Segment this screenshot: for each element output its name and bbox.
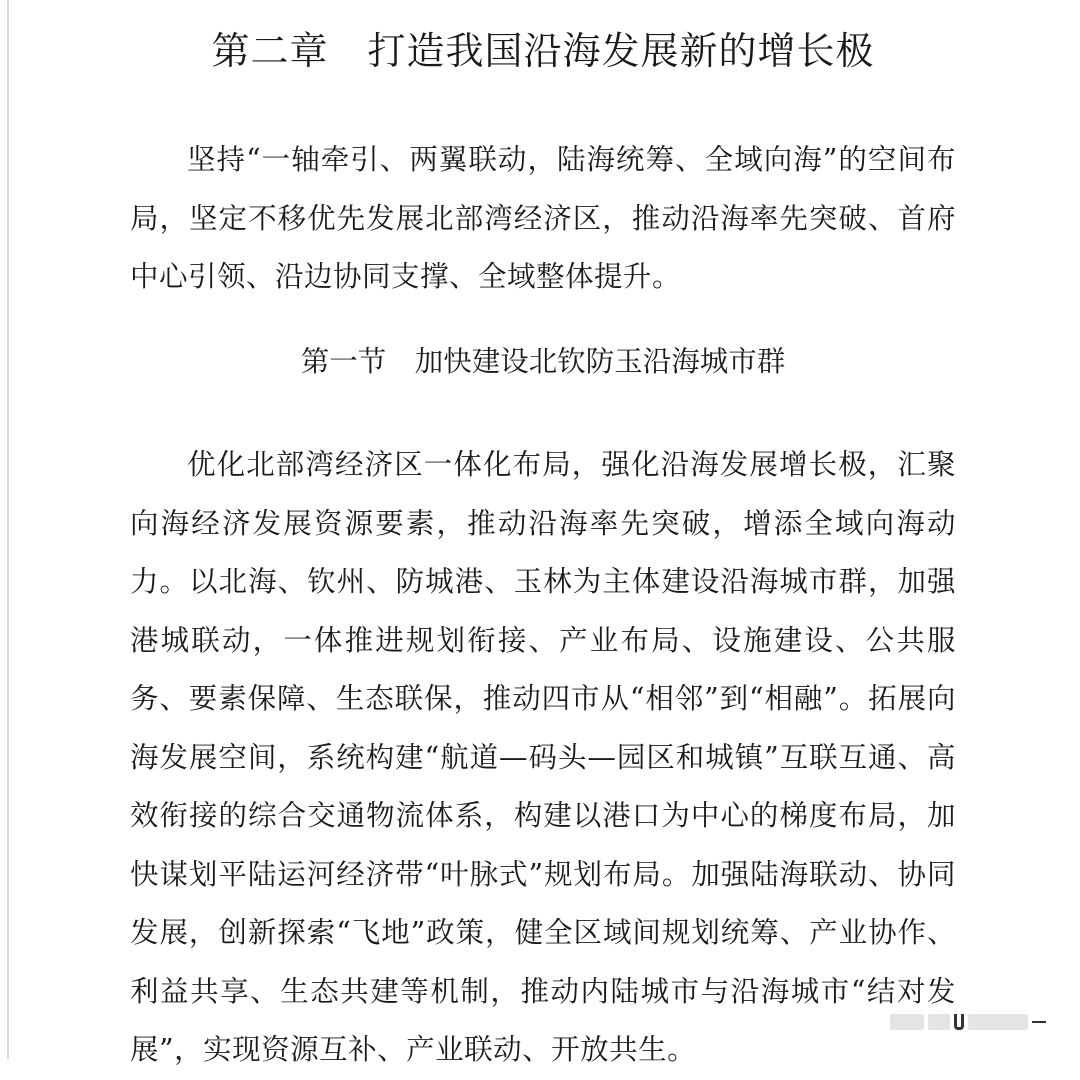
watermark-dash-icon	[1032, 1021, 1046, 1023]
body-paragraph: 优化北部湾经济区一体化布局，强化沿海发展增长极，汇聚向海经济发展资源要素，推动沿海率先突破，增添全域向海动力。以北海、钦州、防城港、玉林为主体建设沿海城市群，加强港城联动，一体推进规划衔接、产业布局、设施建设、公共服务、要素保障、生态联保，推动四市从“相邻”到“相融”。拓展向海发展空间，系统构建“航道—码头—园区和城镇”互联互通、高效衔接的综合交通物流体系，构建以港口为中心的梯度布局，加快谋划平陆运河经济带“叶脉式”规划布局。加强陆海联动、协同发展，创新探索“飞地”政策，健全区域间规划统筹、产业协作、利益共享、生态共建等机制，推动内陆城市与沿海城市“结对发展”，实现资源互补、产业联动、开放共生。	[130, 448, 956, 1066]
watermark-mark-icon	[954, 1014, 964, 1030]
intro-paragraph: 坚持“一轴牵引、两翼联动，陆海统筹、全域向海”的空间布局，坚定不移优先发展北部湾经济区，推动沿海率先突破、首府中心引领、沿边协同支撑、全域整体提升。	[130, 143, 956, 293]
chapter-title: 第二章 打造我国沿海发展新的增长极	[211, 29, 875, 73]
watermark-logo	[846, 1011, 1046, 1033]
watermark-blur-block	[968, 1014, 1028, 1030]
watermark-blur-block	[890, 1014, 924, 1030]
watermark-blur-block	[928, 1014, 950, 1030]
section-title: 第一节 加快建设北钦防玉沿海城市群	[300, 345, 786, 378]
page-left-edge	[7, 0, 9, 1059]
